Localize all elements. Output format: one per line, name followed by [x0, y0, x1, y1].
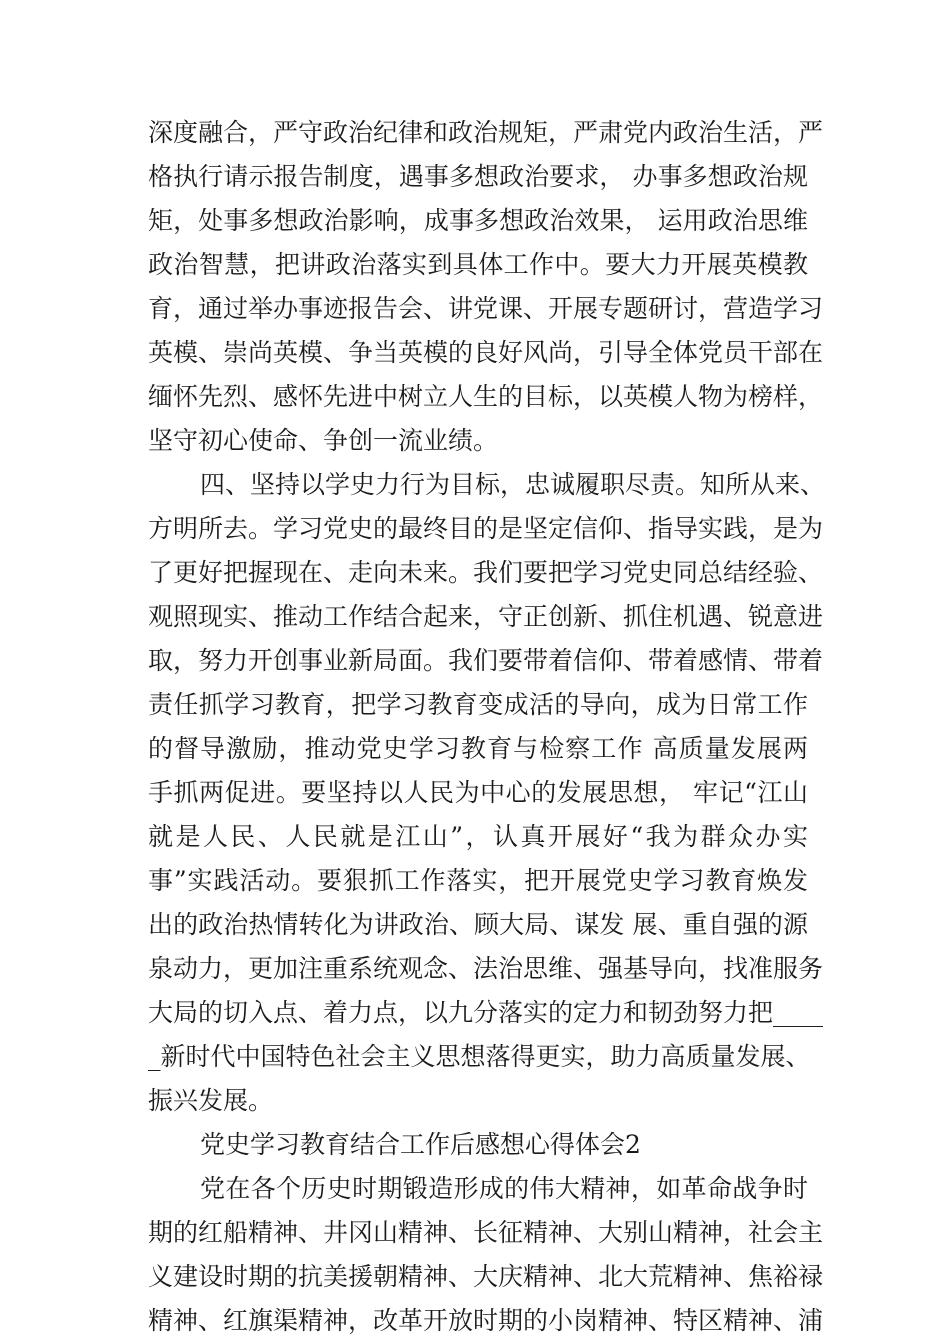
text-line: 格执行请示报告制度，遇事多想政治要求， 办事多想政治规 — [148, 162, 808, 191]
section-heading: 党史学习教育结合工作后感想心得体会2 — [200, 1130, 641, 1159]
text-line: _新时代中国特色社会主义思想落得更实，助力高质量发展、 — [148, 1042, 811, 1071]
text-line: 义建设时期的抗美援朝精神、大庆精神、北大荒精神、焦裕禄 — [148, 1262, 824, 1291]
text-line: 观照现实、推动工作结合起来，守正创新、抓住机遇、锐意进 — [148, 602, 824, 631]
text-line: 的督导激励，推动党史学习教育与检察工作 高质量发展两 — [148, 734, 808, 763]
text-line: 取，努力开创事业新局面。我们要带着信仰、带着感情、带着 — [148, 646, 824, 675]
text-line: 矩，处事多想政治影响，成事多想政治效果， 运用政治思维 — [148, 206, 808, 235]
paragraph-start-line: 党在各个历史时期锻造形成的伟大精神，如革命战争时 — [200, 1174, 808, 1203]
text-line: 了更好把握现在、走向未来。我们要把学习党史同总结经验、 — [148, 558, 824, 587]
text-line: 期的红船精神、井冈山精神、长征精神、大别山精神，社会主 — [148, 1218, 824, 1247]
text-line: 泉动力，更加注重系统观念、法治思维、强基导向，找准服务 — [148, 954, 824, 983]
text-line: 出的政治热情转化为讲政治、顾大局、谋发 展、重自强的源 — [148, 910, 808, 939]
text-line: 大局的切入点、着力点，以九分落实的定力和韧劲努力把____ — [148, 998, 824, 1027]
text-line: 坚守初心使命、争创一流业绩。 — [148, 426, 499, 455]
text-line: 方明所去。学习党史的最终目的是坚定信仰、指导实践，是为 — [148, 514, 824, 543]
text-line: 政治智慧，把讲政治落实到具体工作中。要大力开展英模教 — [148, 250, 808, 279]
text-line: 振兴发展。 — [148, 1086, 274, 1115]
text-line: 育，通过举办事迹报告会、讲党课、开展专题研讨，营造学习 — [148, 294, 824, 323]
text-line: 精神、红旗渠精神，改革开放时期的小岗精神、特区精神、浦 — [148, 1306, 824, 1335]
text-line: 英模、崇尚英模、争当英模的良好风尚，引导全体党员干部在 — [148, 338, 824, 367]
text-line: 事”实践活动。要狠抓工作落实，把开展党史学习教育焕发 — [148, 866, 808, 895]
paragraph-start-line: 四、坚持以学史力行为目标，忠诚履职尽责。知所从来、 — [200, 470, 826, 499]
text-line: 缅怀先烈、感怀先进中树立人生的目标，以英模人物为榜样， — [148, 382, 824, 411]
text-line: 手抓两促进。要坚持以人民为中心的发展思想， 牢记“江山 — [148, 778, 808, 807]
text-line: 深度融合，严守政治纪律和政治规矩，严肃党内政治生活，严 — [148, 118, 824, 147]
text-line: 责任抓学习教育，把学习教育变成活的导向，成为日常工作 — [148, 690, 808, 719]
text-line: 就是人民、人民就是江山”，认真开展好“我为群众办实 — [148, 822, 808, 851]
